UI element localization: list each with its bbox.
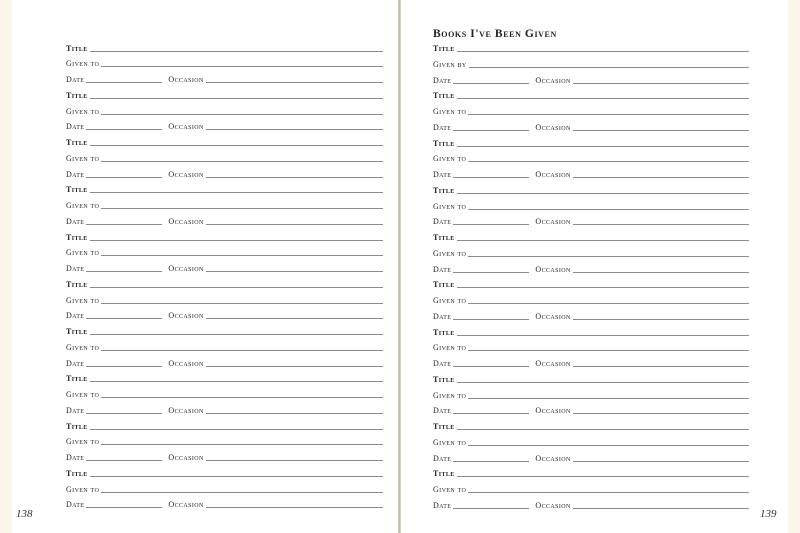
title-label: Title [433, 185, 455, 195]
entry-row-date [66, 72, 383, 84]
occasion-label: Occasion [168, 122, 204, 132]
title-line [457, 476, 749, 477]
entry-row-title [433, 277, 749, 289]
given-line [101, 492, 383, 493]
occasion-line [573, 130, 749, 131]
entry-row-given [66, 56, 383, 68]
entry-row-date [433, 403, 749, 415]
entry-row-given [433, 435, 749, 447]
title-line [457, 51, 749, 52]
given-to-label: Given to [433, 390, 467, 400]
entry-row-given [433, 388, 749, 400]
entry-row-date [66, 308, 383, 320]
title-line [90, 145, 383, 146]
entry-row-title [66, 182, 383, 194]
title-label: Title [433, 280, 455, 290]
entry-row-title [66, 277, 383, 289]
occasion-line [206, 413, 383, 414]
entry-row-given [433, 57, 749, 69]
given-line [101, 303, 383, 304]
entry-row-title [66, 371, 383, 383]
date-label: Date [66, 264, 85, 273]
date-label: Date [66, 169, 85, 179]
title-label: Title [66, 232, 88, 242]
given-line [468, 209, 749, 210]
given-to-label: Given to [433, 296, 467, 305]
date-line [86, 507, 162, 508]
given-line [468, 398, 749, 399]
occasion-line [573, 224, 749, 225]
date-line [453, 319, 529, 320]
occasion-label: Occasion [535, 75, 571, 85]
right-page-number: 139 [760, 508, 777, 520]
entry-row-given [66, 293, 383, 305]
occasion-label: Occasion [535, 311, 571, 321]
entry-row-title [66, 324, 383, 336]
title-line [457, 146, 749, 147]
entry-row-title [66, 88, 383, 100]
entry-row-given [433, 293, 749, 305]
title-label: Title [66, 421, 88, 431]
given-to-label: Given to [66, 59, 100, 69]
title-line [457, 287, 749, 288]
given-to-label: Given to [66, 201, 100, 210]
entry-row-title [433, 136, 749, 148]
date-line [453, 224, 529, 225]
title-label: Title [66, 279, 88, 289]
left-page [12, 0, 398, 533]
title-label: Title [433, 469, 455, 479]
right-entry-list [401, 0, 788, 533]
date-line [86, 413, 162, 414]
given-to-label: Given to [433, 201, 467, 211]
date-label: Date [66, 500, 85, 510]
title-line [457, 429, 749, 430]
date-line [86, 318, 162, 319]
title-label: Title [433, 422, 455, 431]
entry-row-given [66, 198, 383, 210]
date-line [86, 460, 162, 461]
date-label: Date [433, 217, 452, 227]
date-line [453, 83, 529, 84]
given-to-label: Given to [433, 107, 467, 116]
entry-row-date [433, 451, 749, 463]
given-to-label: Given to [66, 153, 100, 163]
title-line [90, 240, 383, 241]
occasion-label: Occasion [535, 170, 571, 179]
title-line [90, 334, 383, 335]
entry-row-title [433, 230, 749, 242]
given-to-label: Given to [66, 484, 100, 494]
occasion-label: Occasion [168, 500, 204, 510]
occasion-line [573, 272, 749, 273]
entry-row-title [66, 419, 383, 431]
given-line [101, 444, 383, 445]
entry-row-given [66, 245, 383, 257]
date-label: Date [433, 122, 452, 132]
occasion-line [206, 460, 383, 461]
date-label: Date [66, 75, 85, 84]
date-label: Date [66, 311, 85, 321]
date-line [453, 461, 529, 462]
title-line [457, 335, 749, 336]
title-label: Title [66, 43, 88, 53]
date-label: Date [66, 216, 85, 226]
date-line [86, 224, 162, 225]
occasion-label: Occasion [168, 75, 204, 84]
occasion-line [206, 129, 383, 130]
date-label: Date [433, 406, 452, 416]
given-line [468, 492, 749, 493]
occasion-line [206, 366, 383, 367]
entry-row-given [433, 340, 749, 352]
date-line [86, 366, 162, 367]
title-line [90, 98, 383, 99]
date-label: Date [66, 358, 85, 368]
occasion-label: Occasion [168, 405, 204, 415]
date-line [86, 177, 162, 178]
date-line [453, 272, 529, 273]
date-line [86, 82, 162, 83]
date-label: Date [433, 453, 452, 463]
date-label: Date [433, 264, 452, 274]
occasion-label: Occasion [535, 122, 571, 132]
given-line [101, 161, 383, 162]
date-label: Date [433, 500, 452, 510]
title-label: Title [66, 185, 88, 195]
entry-row-title [433, 466, 749, 478]
occasion-label: Occasion [168, 311, 204, 321]
title-line [457, 98, 749, 99]
left-page-number: 138 [16, 508, 33, 520]
right-page [401, 0, 788, 533]
entry-row-date [66, 214, 383, 226]
entry-row-date [433, 309, 749, 321]
title-line [90, 476, 383, 477]
title-label: Title [66, 374, 88, 384]
given-line [468, 161, 749, 162]
entry-row-given [66, 387, 383, 399]
occasion-label: Occasion [535, 359, 571, 368]
given-line [468, 350, 749, 351]
entry-row-title [66, 41, 383, 53]
entry-row-given [66, 340, 383, 352]
given-to-label: Given to [433, 485, 467, 494]
entry-row-date [66, 497, 383, 509]
title-line [90, 381, 383, 382]
entry-row-date [433, 214, 749, 226]
title-line [90, 429, 383, 430]
page-heading: Books I've Been Given [433, 28, 557, 40]
date-label: Date [66, 122, 85, 132]
title-label: Title [433, 374, 455, 384]
occasion-line [573, 366, 749, 367]
title-label: Title [433, 327, 455, 337]
occasion-label: Occasion [168, 169, 204, 179]
given-to-label: Given to [66, 437, 100, 447]
entry-row-title [66, 466, 383, 478]
entry-row-given [433, 199, 749, 211]
entry-row-title [66, 230, 383, 242]
occasion-line [206, 82, 383, 83]
date-label: Date [433, 75, 452, 85]
title-line [90, 192, 383, 193]
title-label: Title [66, 468, 88, 478]
title-line [90, 51, 383, 52]
given-to-label: Given to [433, 154, 467, 164]
title-label: Title [66, 90, 88, 100]
entry-row-date [66, 356, 383, 368]
occasion-line [206, 507, 383, 508]
date-line [453, 366, 529, 367]
occasion-line [206, 177, 383, 178]
occasion-label: Occasion [535, 217, 571, 227]
occasion-label: Occasion [535, 406, 571, 416]
date-label: Date [433, 311, 452, 321]
entry-row-title [433, 183, 749, 195]
entry-row-given [66, 482, 383, 494]
entry-row-date [433, 498, 749, 510]
entry-row-date [433, 356, 749, 368]
occasion-label: Occasion [535, 264, 571, 274]
given-line [101, 114, 383, 115]
entry-row-date [433, 167, 749, 179]
title-line [457, 193, 749, 194]
entry-row-given [433, 482, 749, 494]
left-entry-list [12, 0, 398, 533]
entry-row-title [66, 135, 383, 147]
entry-row-title [433, 41, 749, 53]
given-line [469, 67, 749, 68]
title-line [457, 382, 749, 383]
date-label: Date [433, 170, 452, 179]
date-label: Date [433, 359, 452, 368]
date-line [453, 130, 529, 131]
given-to-label: Given to [66, 342, 100, 352]
given-line [468, 256, 749, 257]
given-line [101, 397, 383, 398]
title-label: Title [66, 327, 88, 336]
date-label: Date [66, 405, 85, 415]
given-line [468, 303, 749, 304]
given-to-label: Given to [66, 295, 100, 305]
entry-row-date [433, 262, 749, 274]
entry-row-given [433, 246, 749, 258]
date-line [453, 177, 529, 178]
entry-row-given [433, 151, 749, 163]
date-line [86, 271, 162, 272]
title-label: Title [433, 91, 455, 101]
occasion-label: Occasion [168, 358, 204, 368]
occasion-label: Occasion [168, 264, 204, 273]
entry-row-date [66, 167, 383, 179]
given-to-label: Given to [66, 106, 100, 116]
occasion-line [573, 177, 749, 178]
title-label: Title [66, 138, 88, 147]
entry-row-title [433, 88, 749, 100]
occasion-line [573, 83, 749, 84]
date-line [453, 508, 529, 509]
given-line [468, 445, 749, 446]
date-label: Date [66, 453, 85, 462]
title-line [90, 287, 383, 288]
entry-row-date [66, 261, 383, 273]
occasion-label: Occasion [535, 453, 571, 463]
title-label: Title [433, 138, 455, 148]
entry-row-given [66, 104, 383, 116]
occasion-label: Occasion [168, 453, 204, 462]
occasion-line [206, 224, 383, 225]
given-line [101, 208, 383, 209]
given-to-label: Given to [433, 343, 467, 353]
date-line [86, 129, 162, 130]
entry-row-title [433, 325, 749, 337]
given-by-label: Given by [433, 59, 467, 69]
entry-row-date [433, 120, 749, 132]
given-line [468, 114, 749, 115]
entry-row-title [433, 372, 749, 384]
entry-row-title [433, 419, 749, 431]
entry-row-given [433, 104, 749, 116]
occasion-label: Occasion [168, 216, 204, 226]
given-to-label: Given to [433, 248, 467, 258]
entry-row-date [66, 450, 383, 462]
given-to-label: Given to [66, 390, 100, 399]
occasion-line [206, 318, 383, 319]
occasion-line [573, 319, 749, 320]
entry-row-date [66, 119, 383, 131]
given-line [101, 66, 383, 67]
date-line [453, 413, 529, 414]
occasion-line [206, 271, 383, 272]
title-label: Title [433, 233, 455, 242]
given-line [101, 255, 383, 256]
given-line [101, 350, 383, 351]
entry-row-date [66, 403, 383, 415]
given-to-label: Given to [433, 437, 467, 447]
entry-row-given [66, 151, 383, 163]
title-line [457, 240, 749, 241]
occasion-label: Occasion [535, 500, 571, 510]
occasion-line [573, 461, 749, 462]
occasion-line [573, 508, 749, 509]
title-label: Title [433, 44, 455, 53]
entry-row-given [66, 434, 383, 446]
given-to-label: Given to [66, 248, 100, 258]
occasion-line [573, 413, 749, 414]
entry-row-date [433, 73, 749, 85]
